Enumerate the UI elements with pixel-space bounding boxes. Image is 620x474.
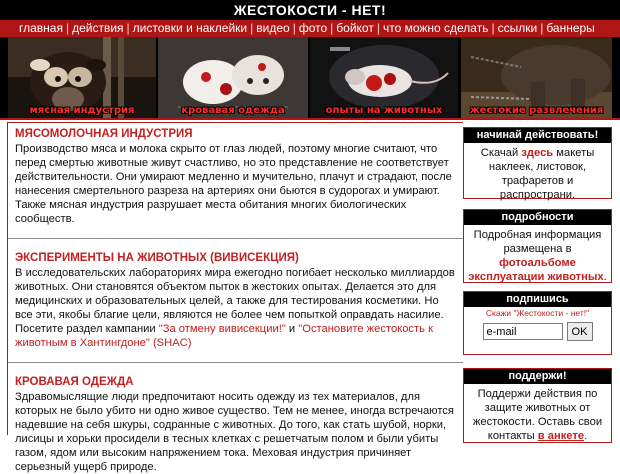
sidebar-box-body: [464, 143, 611, 205]
nav-photo[interactable]: фото: [298, 21, 328, 35]
banner-caption: опыты на животных: [325, 105, 443, 116]
article-vivisection: [15, 251, 457, 350]
survey-link[interactable]: в анкете: [537, 430, 585, 442]
nav-video[interactable]: видео: [256, 21, 290, 35]
sidebar-box-heading: поддержи!: [464, 369, 611, 384]
divider-bar: [0, 118, 620, 120]
article-meat: [15, 127, 457, 226]
nav-separator: |: [126, 21, 130, 35]
article-text-body: В исследовательских лабораториях мира ежегодно погибает несколько миллиардов животных. Они становятся объектом пыток в жестоких опытах. Делается это для медицинских и образовательных целей, а также для тестирования косметики. Но все эти, якобы благие цели, являются не более чем попыткой оправдать насилие. Посетите раздел кампании: [15, 267, 455, 335]
banner-caption: мясная индустрия: [29, 105, 135, 116]
nav-separator: |: [292, 21, 296, 35]
nav-separator: |: [491, 21, 495, 35]
sidebar-support-box: [463, 368, 612, 443]
main-nav: [0, 20, 620, 37]
sidebar-box-heading: подробности: [464, 210, 611, 225]
sidebar-box-heading: начинай действовать!: [464, 128, 611, 143]
nav-separator: |: [330, 21, 334, 35]
site-title: ЖЕСТОКОСТИ - НЕТ!: [0, 0, 620, 20]
download-here-link[interactable]: здесь: [521, 147, 554, 159]
sidebar-start-box: [463, 127, 612, 199]
nav-home[interactable]: главная: [19, 21, 63, 35]
nav-what-to-do[interactable]: что можно сделать: [382, 21, 489, 35]
email-input[interactable]: [483, 323, 563, 340]
sidebar-box-body: [464, 225, 611, 287]
subscribe-note: Скажи "Жестокости - нет!": [485, 308, 590, 318]
sidebar-box-body: [464, 384, 611, 446]
sidebar-text: .: [584, 430, 588, 442]
sidebar-text: Поддержи действия по защите животных от жестокости. Оставь свои контакты: [472, 388, 603, 442]
article-text: Здравомыслящие люди предпочитают носить одежду из тех материалов, для которых не было убито ни одно живое существо. Тем не менее, иногда встречаются надевшие на себя шкуры, содранные с животных. До того, как стать шубой, норки, лисицы и хорьки просидели в тесных клетках с решетчатым полом и были убиты газом, ядом или высоким напряжением тока. Меховая индустрия причиняет серьезный ущерб природе.: [15, 391, 454, 473]
section-divider: [8, 238, 463, 239]
article-heading: МЯСОМОЛОЧНАЯ ИНДУСТРИЯ: [15, 128, 193, 140]
sidebar: [463, 122, 612, 442]
banner-animal-experiments[interactable]: [310, 37, 458, 118]
nav-links[interactable]: ссылки: [497, 21, 538, 35]
photo-banner: [0, 37, 620, 118]
banner-caption: кровавая одежда: [181, 105, 285, 116]
campaign-link-shac[interactable]: "Остановите жестокость к животным в Хантингдоне" (SHAC): [15, 323, 433, 349]
sidebar-text: макеты наклеек, листовок, трафаретов и распространи.: [488, 147, 595, 201]
article-heading: ЭКСПЕРИМЕНТЫ НА ЖИВОТНЫХ (ВИВИСЕКЦИЯ): [15, 252, 299, 264]
banner-cruel-entertainment[interactable]: [461, 37, 612, 118]
sidebar-text: Подробная информация размещена в: [473, 229, 602, 255]
sidebar-details-box: [463, 209, 612, 283]
banner-caption: жестокие развлечения: [469, 105, 604, 116]
nav-actions[interactable]: действия: [72, 21, 124, 35]
sidebar-subscribe-box: [463, 291, 612, 355]
article-heading: КРОВАВАЯ ОДЕЖДА: [15, 376, 134, 388]
subscribe-ok-button[interactable]: OK: [567, 322, 593, 341]
nav-separator: |: [65, 21, 70, 35]
campaign-link-vivisection[interactable]: "За отмену вивисекции!": [158, 323, 286, 335]
photo-album-link[interactable]: фотоальбоме эксплуатации животных: [468, 257, 604, 283]
main-content: [7, 122, 463, 473]
sidebar-text: .: [603, 271, 607, 283]
article-clothing: [15, 375, 457, 474]
nav-separator: |: [540, 21, 544, 35]
nav-separator: |: [250, 21, 254, 35]
sidebar-text: Скачай: [480, 147, 522, 159]
article-text: [15, 266, 457, 350]
conjunction-text: и: [285, 323, 299, 335]
nav-leaflets[interactable]: листовки и наклейки: [132, 21, 248, 35]
subscribe-form: [464, 322, 611, 341]
nav-separator: |: [376, 21, 380, 35]
banner-bloody-clothing[interactable]: [158, 37, 308, 118]
nav-banners[interactable]: баннеры: [546, 21, 595, 35]
sidebar-box-heading: подпишись: [464, 292, 611, 307]
nav-boycott[interactable]: бойкот: [336, 21, 374, 35]
banner-meat-industry[interactable]: [8, 37, 156, 118]
section-divider: [8, 362, 463, 363]
article-text: Производство мяса и молока скрыто от глаз людей, поэтому многие считают, что перед смертью животные живут счастливо, но это представление не соответствует действительности. Они умирают медленно и мучительно, плачут и страдают, после нанесения смертельного разреза на артериях они бьются в судорогах и умирают. Также мясная индустрия разрушает места обитания многих биологических сообществ.: [15, 143, 452, 225]
